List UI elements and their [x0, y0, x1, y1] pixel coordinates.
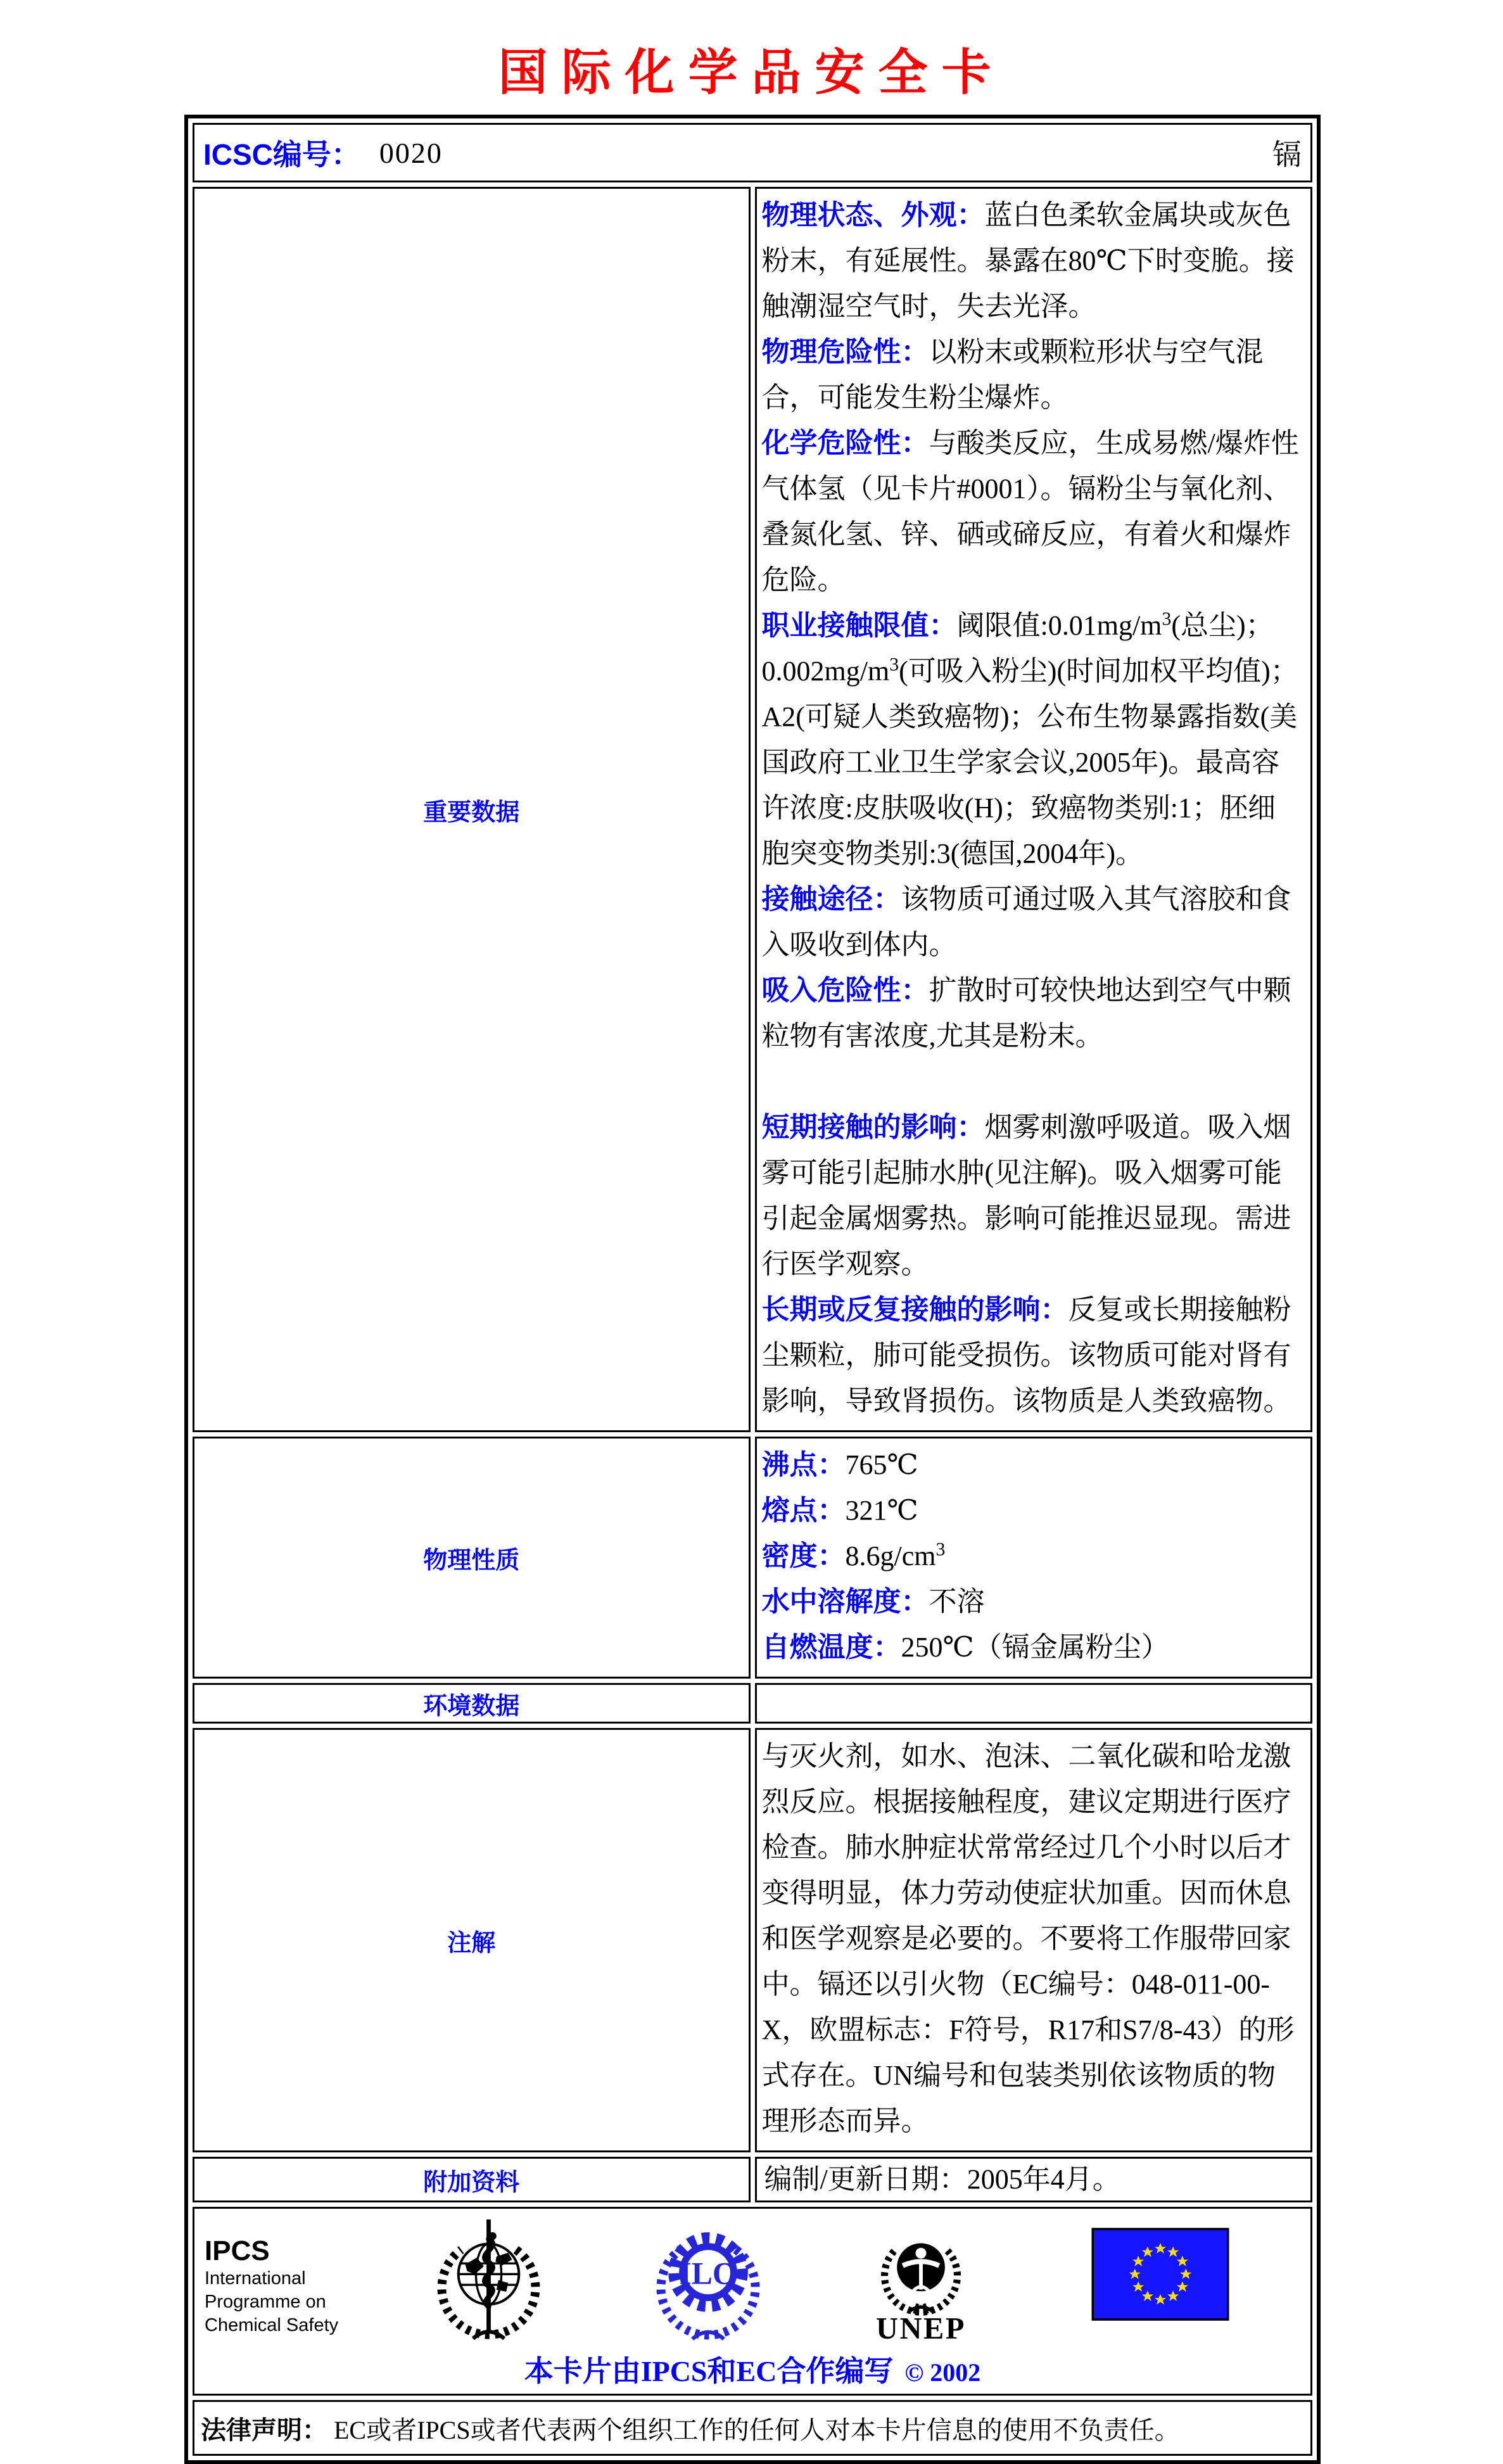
unep-logo-text: UNEP — [875, 2311, 967, 2342]
field-label: 熔点： — [761, 1495, 846, 1526]
icsc-header-row — [193, 123, 1312, 182]
important-data-content — [755, 187, 1313, 1432]
cooperation-caption — [194, 2348, 1310, 2390]
field-value: 以粉末或颗粒形状与空气混合，可能发生粉尘爆炸。 — [761, 336, 1264, 413]
unep-logo-icon — [867, 2218, 975, 2345]
field-value: 阈限值:0.01mg/m — [956, 610, 1162, 641]
physical-properties-content — [755, 1437, 1313, 1679]
physical-properties-label: 物理性质 — [193, 1437, 751, 1679]
legal-notice-label: 法律声明： — [201, 2416, 327, 2444]
field-value: 反复或长期接触粉尘颗粒，肺可能受损伤。该物质可能对肾有影响，导致肾损伤。该物质是人类致癌物。 — [761, 1294, 1291, 1416]
paragraph — [762, 1579, 1303, 1625]
icsc-header-cell — [193, 123, 1312, 182]
field-value: 321℃ — [845, 1495, 918, 1526]
field-label: 职业接触限值： — [761, 610, 957, 641]
field-label: 化学危险性： — [761, 428, 929, 459]
paragraph — [762, 1442, 1303, 1488]
field-label: 吸入危险性： — [761, 975, 929, 1006]
field-label: 沸点： — [761, 1449, 846, 1480]
field-value: 250℃（镉金属粉尘） — [901, 1632, 1169, 1663]
field-value: 765℃ — [845, 1449, 918, 1480]
field-value: (总尘)；0.002mg/m — [761, 610, 1274, 687]
paragraph — [762, 1488, 1303, 1534]
paragraph — [762, 1534, 1303, 1579]
field-value: 扩散时可较快地达到空气中颗粒物有害浓度,尤其是粉末。 — [761, 975, 1291, 1051]
important-data-row — [193, 187, 1312, 1432]
paragraph — [762, 1105, 1303, 1287]
field-label: 自燃温度： — [761, 1632, 901, 1663]
field-value: 与灭火剂，如水、泡沫、二氧化碳和哈龙激烈反应。根据接触程度，建议定期进行医疗检查。肺水肿症状常常经过几个小时以后才变得明显，体力劳动使症状加重。因而休息和医学观察是必要的。不要将工作服带回家中。镉还以引火物（EC编号：048-011-00-X，欧盟标志：F符号，R17和S7/8-43）的形式存在。UN编号和包装类别依该物质的物理形态而异。 — [761, 1741, 1295, 2137]
paragraph — [762, 1734, 1303, 2144]
superscript-value: 3 — [1162, 608, 1172, 630]
notes-content — [755, 1728, 1313, 2152]
notes-label: 注解 — [193, 1728, 751, 2152]
field-value: 该物质可通过吸入其气溶胶和食入吸收到体内。 — [761, 884, 1291, 960]
physical-properties-row — [193, 1437, 1312, 1679]
ilo-logo-text: ILO — [679, 2256, 737, 2291]
field-label: 接触途径： — [761, 884, 901, 915]
field-label: 密度： — [761, 1540, 846, 1572]
field-value: 蓝白色柔软金属块或灰色粉末，有延展性。暴露在80℃下时变脆。接触潮湿空气时，失去光泽。 — [761, 200, 1295, 322]
field-label: 短期接触的影响： — [761, 1112, 985, 1143]
legal-notice-text: EC或者IPCS或者代表两个组织工作的任何人对本卡片信息的使用不负责任。 — [334, 2415, 1180, 2444]
paragraph — [762, 603, 1303, 877]
field-label: 水中溶解度： — [761, 1586, 929, 1617]
legal-cell — [193, 2400, 1312, 2456]
field-label: 物理危险性： — [761, 336, 929, 367]
additional-info-row — [193, 2157, 1312, 2202]
icsc-number-label: ICSC编号： — [203, 138, 360, 171]
legal-row — [193, 2400, 1312, 2456]
paragraph — [762, 1287, 1303, 1424]
ipcs-acronym: IPCS — [205, 2235, 270, 2266]
field-value: 8.6g/cm — [845, 1540, 936, 1572]
ipcs-line-3: Chemical Safety — [205, 2315, 339, 2335]
paragraph — [762, 329, 1303, 421]
page-title: 国际化学品安全卡 — [498, 44, 1005, 101]
cooperation-caption-text: 本卡片由IPCS和EC合作编写 — [524, 2355, 894, 2387]
field-value: 与酸类反应，生成易燃/爆炸性气体氢（见卡片#0001）。镉粉尘与氧化剂、叠氮化氢、锌、硒或碲反应，有着火和爆炸危险。 — [761, 428, 1299, 595]
field-label: 长期或反复接触的影响： — [761, 1294, 1069, 1325]
safety-card-table — [184, 115, 1321, 2464]
field-label: 物理状态、外观： — [761, 200, 985, 231]
substance-name: 镉 — [1272, 139, 1302, 171]
eu-flag-icon — [1091, 2228, 1229, 2324]
environmental-data-content — [755, 1683, 1313, 1724]
environmental-data-row — [193, 1683, 1312, 1724]
paragraph — [764, 2164, 1303, 2195]
icsc-number-value: 0020 — [379, 136, 443, 169]
paragraph — [762, 968, 1303, 1059]
field-value: (可吸入粉尘)(时间加权平均值)；A2(可疑人类致癌物)；公布生物暴露指数(美国政府工业卫生学家会议,2005年)。最高容许浓度:皮肤吸收(H)；致癌物类别:1；胚细胞突变物类别:3(德国,2004年)。 — [761, 656, 1298, 869]
important-data-label: 重要数据 — [193, 187, 751, 1432]
paragraph — [762, 877, 1303, 968]
superscript-value: 3 — [889, 654, 899, 675]
notes-row — [193, 1728, 1312, 2152]
ilo-logo-icon — [648, 2215, 768, 2348]
card-frame — [184, 115, 1321, 2464]
additional-info-content — [755, 2157, 1313, 2202]
field-value: 编制/更新日期：2005年4月。 — [764, 2164, 1120, 2195]
organizations-row — [193, 2207, 1312, 2396]
blank-line — [762, 1059, 1303, 1105]
additional-info-label: 附加资料 — [193, 2157, 751, 2202]
ipcs-line-2: Programme on — [205, 2292, 326, 2312]
paragraph — [762, 421, 1303, 603]
environmental-data-label: 环境数据 — [193, 1683, 751, 1724]
paragraph — [762, 1625, 1303, 1670]
ipcs-line-1: International — [205, 2268, 306, 2289]
who-logo-icon — [430, 2215, 547, 2348]
superscript-value: 3 — [935, 1539, 946, 1560]
copyright-text: © 2002 — [904, 2358, 981, 2387]
organizations-cell — [193, 2207, 1312, 2396]
field-value: 不溶 — [929, 1586, 985, 1617]
paragraph — [762, 193, 1303, 329]
ipcs-text-block — [205, 2235, 338, 2337]
field-value: 烟雾刺激呼吸道。吸入烟雾可能引起肺水肿(见注解)。吸入烟雾可能引起金属烟雾热。影响可能推迟显现。需进行医学观察。 — [761, 1112, 1291, 1280]
